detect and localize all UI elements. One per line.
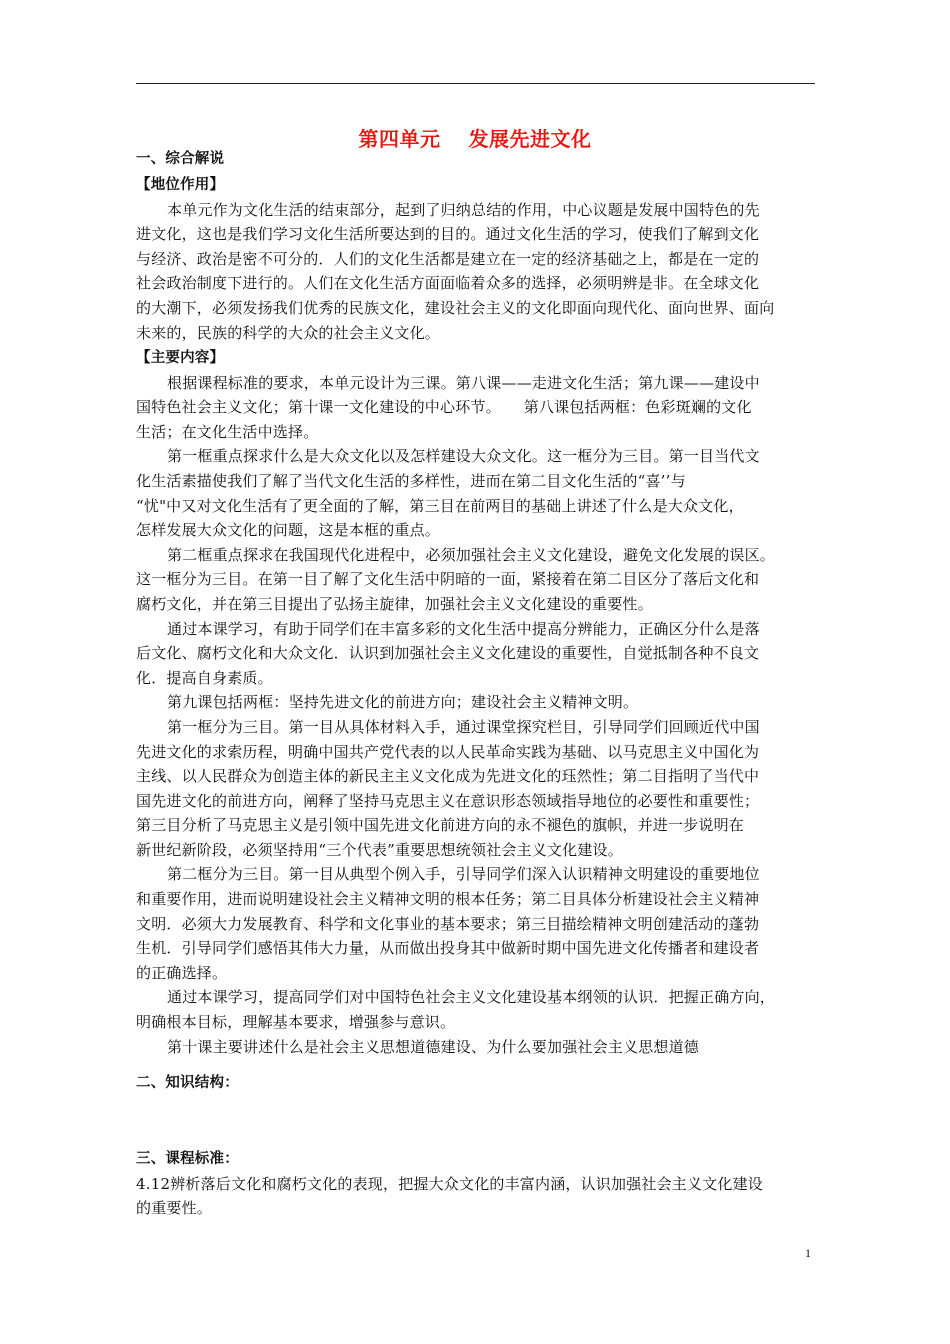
text-line: 与经济、政治是密不可分的．人们的文化生活都是建立在一定的经济基础之上，都是在一定的 <box>136 249 760 268</box>
header-rule <box>136 83 815 84</box>
text-line: 社会政治制度下进行的。人们在文化生活方面面临着众多的选择，必须明辨是非。在全球文化 <box>136 274 760 293</box>
text-line: 第一框分为三目。第一目从具体材料入手，通过课堂探究栏目，引导同学们回顾近代中国 <box>167 717 760 736</box>
text-line: 根据课程标准的要求，本单元设计为三课。第八课——走进文化生活；第九课——建设中 <box>167 373 760 392</box>
text-line: 进文化，这也是我们学习文化生活所要达到的目的。通过文化生活的学习，使我们了解到文化 <box>136 225 760 244</box>
text-line: 文明．必须大力发展教育、科学和文化事业的基本要求；第三目描绘精神文明创建活动的蓬勃 <box>136 914 760 933</box>
paragraph-position <box>136 198 816 346</box>
text-line: 通过本课学习，有助于同学们在丰富多彩的文化生活中提高分辨能力，正确区分什么是落 <box>167 619 760 638</box>
text-line: 国特色社会主义文化；第十课一文化建设的中心环节。 第八课包括两框：色彩斑斓的文化 <box>136 398 752 417</box>
text-line: 第九课包括两框：坚持先进文化的前进方向；建设社会主义精神文明。 <box>167 693 639 712</box>
page-title: 第四单元 发展先进文化 <box>358 127 592 151</box>
text-line: 新世纪新阶段，必须坚持用“三个代表”重要思想统领社会主义文化建设。 <box>136 840 623 859</box>
text-line: 第二框分为三目。第一目从典型个例入手，引导同学们深入认识精神文明建设的重要地位 <box>167 865 760 884</box>
heading-text: 三、课程标准： <box>136 1151 239 1167</box>
text-line: 的正确选择。 <box>136 963 228 982</box>
text-line: 明确根本目标，理解基本要求，增强参与意识。 <box>136 1013 456 1032</box>
section-heading-structure <box>136 1071 816 1096</box>
subsection-main-content <box>136 346 816 1059</box>
text-line: 和重要作用，进而说明建设社会主义精神文明的根本任务；第二目具体分析建设社会主义精神 <box>136 890 760 909</box>
text-line: 主线、以人民群众为创造主体的新民主主义文化成为先进文化的珏然性；第二目指明了当代中 <box>136 767 760 786</box>
text-line: 通过本课学习，提高同学们对中国特色社会主义文化建设基本纲领的认识．把握正确方向， <box>167 988 776 1007</box>
text-line: 生活；在文化生活中选择。 <box>136 422 319 441</box>
text-line: 的重要性。 <box>136 1199 213 1218</box>
page-number: 1 <box>805 1246 811 1260</box>
subheading-main-content: 【主要内容】 <box>136 350 225 366</box>
text-line: 这一框分为三目。在第一目了解了文化生活中阴暗的一面，紧接着在第二目区分了落后文化和 <box>136 570 760 589</box>
subsection-position <box>136 173 816 345</box>
paragraph-main-content <box>136 371 816 1060</box>
subheading-position: 【地位作用】 <box>136 177 225 193</box>
section-curriculum-standard <box>136 1147 816 1221</box>
text-line: 国先进文化的前进方向，阐释了坚持马克思主义在意识形态领域指导地位的必要性和重要性； <box>136 791 760 810</box>
text-line: 化生活素描使我们了解了当代文化生活的多样性，进而在第二目文化生活的“喜’’与 <box>136 471 686 490</box>
text-line: 第二框重点探求在我国现代化进程中，必须加强社会主义文化建设，避免文化发展的误区。 <box>167 545 776 564</box>
text-line: 第十课主要讲述什么是社会主义思想道德建设、为什么要加强社会主义思想道德 <box>167 1037 700 1056</box>
text-line: 的大潮下，必须发扬我们优秀的民族文化，建设社会主义的文化即面向现代化、面向世界、面向 <box>136 298 775 317</box>
text-line: 本单元作为文化生活的结束部分，起到了归纳总结的作用，中心议题是发展中国特色的先 <box>167 200 760 219</box>
heading-text: 二、知识结构： <box>136 1075 239 1091</box>
text-line: “忧"中又对文化生活有了更全面的了解，第三目在前两目的基础上讲述了什么是大众文化， <box>136 496 744 515</box>
text-line: 化．提高自身素质。 <box>136 668 273 687</box>
text-line: 未来的，民族的科学的大众的社会主义文化。 <box>136 323 441 342</box>
text-line: 怎样发展大众文化的问题，这是本框的重点。 <box>136 521 441 540</box>
text-line: 第三目分析了马克思主义是引领中国先进文化前进方向的永不褪色的旗帜，并进一步说明在 <box>136 816 745 835</box>
text-line: 腐朽文化，并在第三目提出了弘扬主旋律，加强社会主义文化建设的重要性。 <box>136 594 653 613</box>
section-heading-overview <box>136 147 816 172</box>
text-line: 第一框重点探求什么是大众文化以及怎样建设大众文化。这一框分为三目。第一目当代文 <box>167 447 760 466</box>
text-line: 后文化、腐朽文化和大众文化．认识到加强社会主义文化建设的重要性，自觉抵制各种不良文 <box>136 644 760 663</box>
text-line: 先进文化的求索历程，明确中国共产党代表的以人民革命实践为基础、以马克思主义中国化为 <box>136 742 760 761</box>
heading-text: 一、综合解说 <box>136 151 225 167</box>
text-line: 4.12辨析落后文化和腐朽文化的表现，把握大众文化的丰富内涵，认识加强社会主义文化建设 <box>136 1174 764 1193</box>
text-line: 生机．引导同学们感悟其伟大力量，从而做出投身其中做新时期中国先进文化传播者和建设者 <box>136 939 760 958</box>
